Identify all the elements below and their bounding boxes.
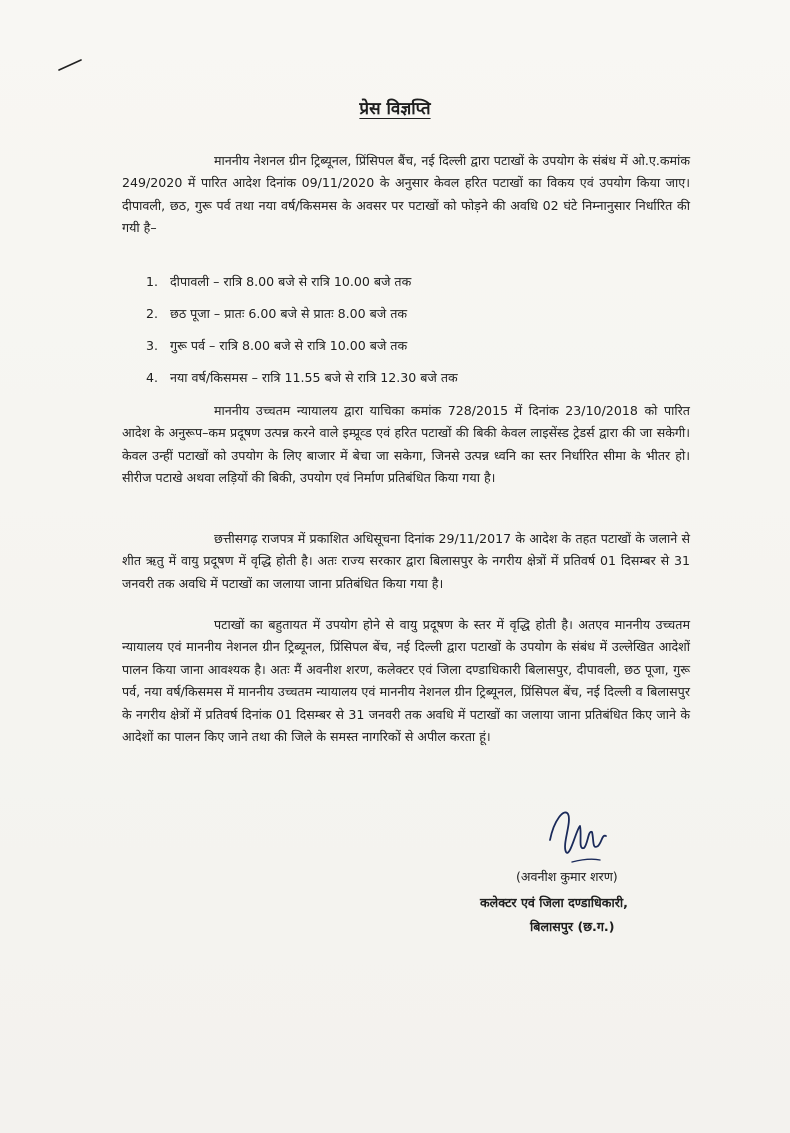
handwritten-signature-icon — [542, 800, 612, 870]
schedule-item-text: छठ पूजा – प्रातः 6.00 बजे से प्रातः 8.00 बजे तक — [170, 306, 408, 321]
paragraph-ngt-order: माननीय नेशनल ग्रीन ट्रिब्यूनल, प्रिंसिपल बैंच, नई दिल्ली द्वारा पटाखों के उपयोग के संबंध में ओ.ए.कमांक 249/2020 में पारित आदेश दिनांक 09/11/2020 के अनुसार केवल हरित पटाखों का विकय एवं उपयोग किया जाए। दीपावली, छठ, गुरू पर्व तथा नया वर्ष/किसमस के अवसर पर पटाखों को फोड़ने की अवधि 02 घंटे निम्नानुसार निर्धारित की गयी है– — [122, 153, 690, 236]
signatory-designation: कलेक्टर एवं जिला दण्डाधिकारी, — [480, 895, 628, 910]
schedule-item — [146, 302, 686, 334]
schedule-item-number: 3. — [146, 338, 159, 353]
schedule-item-number: 2. — [146, 306, 159, 321]
schedule-list — [146, 270, 686, 398]
pen-mark-icon — [58, 58, 82, 72]
schedule-item — [146, 366, 686, 398]
signatory-name: (अवनीश कुमार शरण) — [516, 869, 618, 884]
schedule-item — [146, 270, 686, 302]
schedule-item-text: नया वर्ष/किसमस – रात्रि 11.55 बजे से रात्रि 12.30 बजे तक — [170, 370, 458, 385]
notice-title: प्रेस विज्ञप्ति — [359, 99, 431, 119]
paragraph-gazette-notification: छत्तीसगढ़ राजपत्र में प्रकाशित अधिसूचना दिनांक 29/11/2017 के आदेश के तहत पटाखों के जलाने से शीत ऋतु में वायु प्रदूषण में वृद्धि होती है। अतः राज्य सरकार द्वारा बिलासपुर के नगरीय क्षेत्रों में प्रतिवर्ष 01 दिसम्बर से 31 जनवरी तक अवधि में पटाखों का जलाया जाना प्रतिबंधित किया गया है। — [122, 531, 690, 591]
paragraph-collector-appeal: पटाखों का बहुतायत में उपयोग होने से वायु प्रदूषण के स्तर में वृद्धि होती है। अतएव माननीय उच्चतम न्यायालय एवं माननीय नेशनल ग्रीन ट्रिब्यूनल, प्रिंसिपल बेंच, नई दिल्ली द्वारा पटाखों के उपयोग के संबंध में उल्लेखित आदेशों पालन किया जाना आवश्यक है। अतः मैं अवनीश शरण, कलेक्टर एवं जिला दण्डाधिकारी बिलासपुर, दीपावली, छठ पूजा, गुरू पर्व, नया वर्ष/किसमस में माननीय उच्चतम न्यायालय एवं माननीय नेशनल ग्रीन ट्रिब्यूनल, प्रिंसिपल बेंच, नई दिल्ली व बिलासपुर के नगरीय क्षेत्रों में प्रतिवर्ष दिनांक 01 दिसम्बर से 31 जनवरी तक अवधि में पटाखों का जलाया जाना प्रतिबंधित किए जाने के आदेशों का पालन किए जाने तथा की जिले के समस्त नागरिकों से अपील करता हूं। — [122, 617, 690, 745]
paragraph-supreme-court-order: माननीय उच्चतम न्यायालय द्वारा याचिका कमांक 728/2015 में दिनांक 23/10/2018 को पारित आदेश के अनुरूप–कम प्रदूषण उत्पन्न करने वाले इम्प्रूव्ड एवं हरित पटाखों की बिकी केवल लाइसेंस्ड ट्रेडर्स द्वारा की जा सकेगी। केवल उन्हीं पटाखों को उपयोग के लिए बाजार में बेचा जा सकेगा, जिनसे उत्पन्न ध्वनि का स्तर निर्धारित सीमा के भीतर हो। सीरीज पटाखे अथवा लड़ियों की बिकी, उपयोग एवं निर्माण प्रतिबंधित किया गया है। — [122, 403, 690, 486]
signatory-place: बिलासपुर (छ.ग.) — [530, 919, 615, 934]
signature-block — [470, 800, 710, 950]
schedule-item-text: दीपावली – रात्रि 8.00 बजे से रात्रि 10.00 बजे तक — [170, 274, 412, 289]
schedule-item — [146, 334, 686, 366]
schedule-item-text: गुरू पर्व – रात्रि 8.00 बजे से रात्रि 10.00 बजे तक — [170, 338, 408, 353]
schedule-item-number: 4. — [146, 370, 159, 385]
schedule-item-number: 1. — [146, 274, 159, 289]
